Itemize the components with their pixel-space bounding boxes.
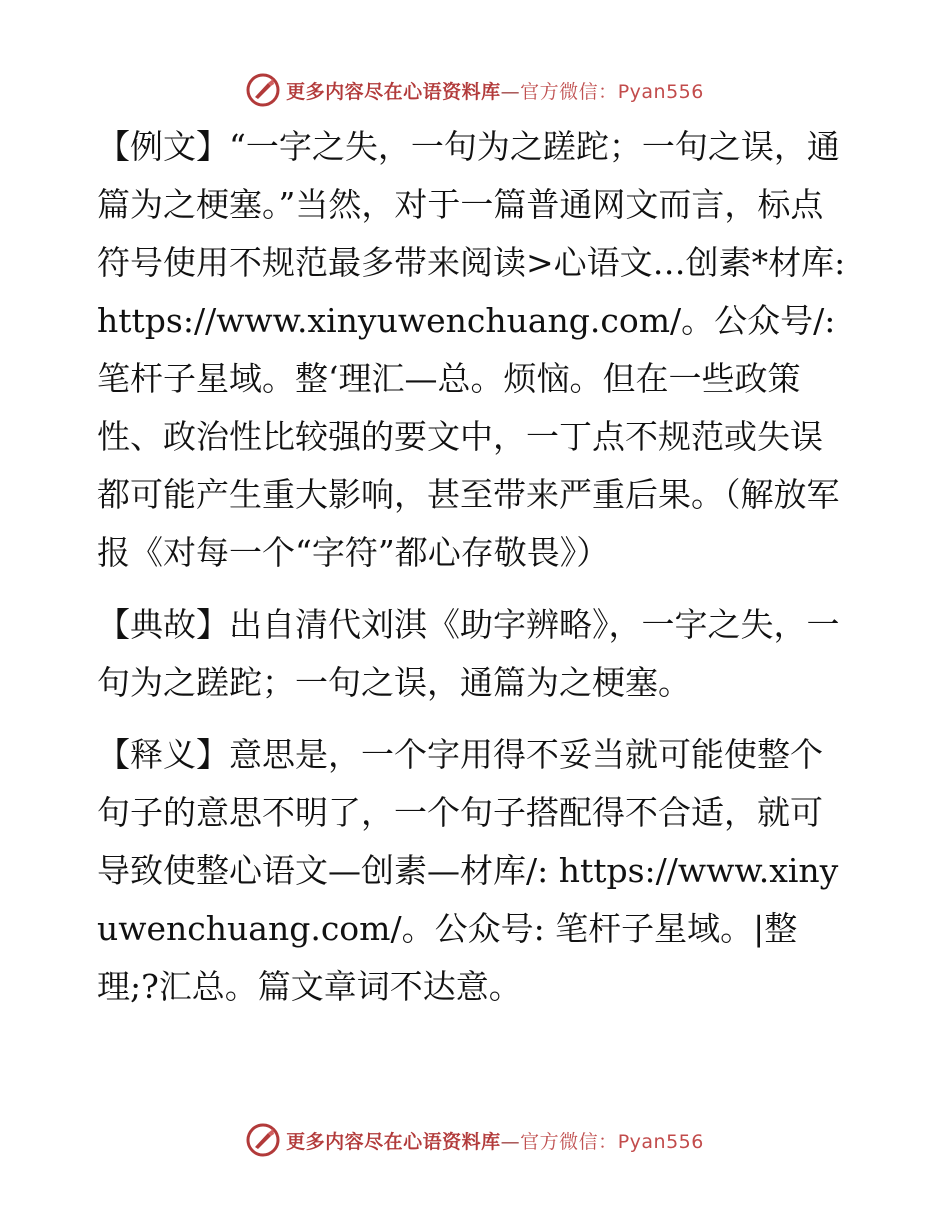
paragraph-allusion: 【典故】出自清代刘淇《助字辨略》，一字之失，一句为之蹉跎；一句之误，通篇为之梗塞。 [97, 605, 840, 702]
banner-wechat-label: 官方微信： [520, 80, 618, 103]
banner-slogan: 更多内容尽在心语资料库 [286, 80, 501, 103]
quill-logo-icon [246, 73, 280, 107]
document-body [97, 118, 849, 1030]
banner-text [286, 77, 704, 104]
header-banner [0, 68, 950, 112]
footer-separator: — [500, 1130, 521, 1153]
paragraph-meaning: 【释义】意思是，一个字用得不妥当就可能使整个句子的意思不明了，一个句子搭配得不合适，就可导致使整心语文—创素—材库/: https://www.xinyuwenchuang.com/。公众号: 笔杆子星域。|整理;?汇总。篇文章词不达意。 [97, 735, 839, 1006]
quill-logo-icon [246, 1123, 280, 1157]
footer-wechat-id: Pyan556 [617, 1130, 704, 1153]
banner-separator: — [500, 80, 521, 103]
footer-slogan: 更多内容尽在心语资料库 [286, 1130, 501, 1153]
paragraph-example: 【例文】“一字之失，一句为之蹉跎；一句之误，通篇为之梗塞。”当然，对于一篇普通网文而言，标点符号使用不规范最多带来阅读>心语文…创素*材库: https://www.xinyuwenchuang.com/。公众号/: 笔杆子星域。整‘理汇—总。烦恼。但在一些政策性、政治性比较强的要文中，一丁点不规范或失误都可能产生重大影响，甚至带来严重后果。（解放军报《对每一个“字符”都心存敬畏》） [97, 127, 846, 572]
footer-wechat-label: 官方微信： [520, 1130, 618, 1153]
banner-wechat-id: Pyan556 [617, 80, 704, 103]
footer-banner-text [286, 1127, 704, 1154]
footer-banner [0, 1118, 950, 1162]
